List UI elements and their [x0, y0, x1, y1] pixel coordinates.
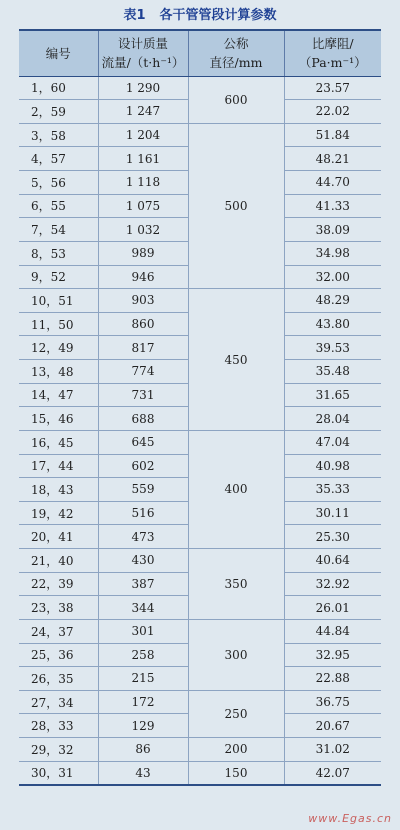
- cell-resistance: 31.02: [284, 738, 381, 762]
- cell-resistance: 32.95: [284, 643, 381, 667]
- cell-id: 8，53: [19, 241, 98, 265]
- cell-resistance: 38.09: [284, 218, 381, 242]
- table-number: 表1: [123, 8, 146, 23]
- cell-resistance: 20.67: [284, 714, 381, 738]
- cell-flow: 430: [98, 549, 188, 573]
- cell-id: 1，60: [19, 76, 98, 100]
- cell-flow: 1 204: [98, 123, 188, 147]
- cell-diameter: 350: [188, 549, 284, 620]
- cell-diameter: 500: [188, 123, 284, 288]
- cell-flow: 172: [98, 690, 188, 714]
- cell-id: 15，46: [19, 407, 98, 431]
- cell-id: 26，35: [19, 667, 98, 691]
- table-row: [19, 76, 381, 100]
- cell-resistance: 40.98: [284, 454, 381, 478]
- cell-flow: 1 075: [98, 194, 188, 218]
- cell-flow: 258: [98, 643, 188, 667]
- cell-flow: 1 247: [98, 100, 188, 124]
- cell-flow: 344: [98, 596, 188, 620]
- pipe-parameters-table: [19, 29, 381, 786]
- cell-id: 30，31: [19, 761, 98, 785]
- cell-flow: 903: [98, 289, 188, 313]
- cell-resistance: 22.02: [284, 100, 381, 124]
- cell-flow: 731: [98, 383, 188, 407]
- cell-flow: 387: [98, 572, 188, 596]
- cell-flow: 860: [98, 312, 188, 336]
- cell-flow: 774: [98, 360, 188, 384]
- cell-resistance: 48.21: [284, 147, 381, 171]
- cell-id: 22，39: [19, 572, 98, 596]
- cell-flow: 989: [98, 241, 188, 265]
- cell-resistance: 32.00: [284, 265, 381, 289]
- header-flow-line1: 设计质量: [117, 36, 168, 52]
- cell-resistance: 32.92: [284, 572, 381, 596]
- header-id-line1: 编号: [45, 45, 71, 61]
- cell-resistance: 22.88: [284, 667, 381, 691]
- cell-id: 4，57: [19, 147, 98, 171]
- table-row: [19, 123, 381, 147]
- cell-id: 20，41: [19, 525, 98, 549]
- cell-id: 28，33: [19, 714, 98, 738]
- cell-flow: 129: [98, 714, 188, 738]
- cell-id: 19，42: [19, 501, 98, 525]
- header-row: [19, 30, 381, 76]
- cell-resistance: 47.04: [284, 430, 381, 454]
- cell-id: 6，55: [19, 194, 98, 218]
- cell-resistance: 35.33: [284, 478, 381, 502]
- cell-diameter: 450: [188, 289, 284, 431]
- cell-id: 9，52: [19, 265, 98, 289]
- cell-id: 12，49: [19, 336, 98, 360]
- watermark: www.Egas.cn: [308, 812, 392, 825]
- cell-diameter: 400: [188, 430, 284, 548]
- cell-id: 5，56: [19, 171, 98, 195]
- cell-resistance: 26.01: [284, 596, 381, 620]
- header-diameter: [188, 30, 284, 76]
- cell-diameter: 250: [188, 690, 284, 737]
- cell-resistance: 40.64: [284, 549, 381, 573]
- cell-flow: 1 161: [98, 147, 188, 171]
- cell-id: 3，58: [19, 123, 98, 147]
- header-resistance-line1: 比摩阻/: [311, 36, 354, 52]
- cell-flow: 1 118: [98, 171, 188, 195]
- cell-id: 13，48: [19, 360, 98, 384]
- cell-resistance: 30.11: [284, 501, 381, 525]
- cell-id: 21，40: [19, 549, 98, 573]
- cell-flow: 1 032: [98, 218, 188, 242]
- cell-id: 11，50: [19, 312, 98, 336]
- table-caption: [0, 4, 400, 26]
- cell-flow: 559: [98, 478, 188, 502]
- table-row: [19, 289, 381, 313]
- cell-diameter: 600: [188, 76, 284, 123]
- cell-diameter: 300: [188, 619, 284, 690]
- cell-resistance: 35.48: [284, 360, 381, 384]
- cell-id: 16，45: [19, 430, 98, 454]
- cell-id: 18，43: [19, 478, 98, 502]
- cell-id: 17，44: [19, 454, 98, 478]
- cell-resistance: 44.70: [284, 171, 381, 195]
- cell-flow: 301: [98, 619, 188, 643]
- cell-id: 27，34: [19, 690, 98, 714]
- table-row: [19, 738, 381, 762]
- table-row: [19, 430, 381, 454]
- header-id: [19, 30, 98, 76]
- cell-id: 23，38: [19, 596, 98, 620]
- cell-resistance: 44.84: [284, 619, 381, 643]
- header-flow: [98, 30, 188, 76]
- cell-flow: 43: [98, 761, 188, 785]
- cell-flow: 215: [98, 667, 188, 691]
- cell-resistance: 51.84: [284, 123, 381, 147]
- cell-id: 24，37: [19, 619, 98, 643]
- table-row: [19, 619, 381, 643]
- cell-resistance: 41.33: [284, 194, 381, 218]
- cell-flow: 473: [98, 525, 188, 549]
- cell-resistance: 39.53: [284, 336, 381, 360]
- cell-flow: 688: [98, 407, 188, 431]
- cell-resistance: 48.29: [284, 289, 381, 313]
- cell-flow: 1 290: [98, 76, 188, 100]
- cell-id: 29，32: [19, 738, 98, 762]
- cell-flow: 602: [98, 454, 188, 478]
- header-flow-line2: 流量/（t·h⁻¹）: [101, 55, 185, 71]
- table-row: [19, 549, 381, 573]
- header-diameter-line2: 直径/mm: [209, 55, 263, 71]
- cell-id: 14，47: [19, 383, 98, 407]
- cell-resistance: 42.07: [284, 761, 381, 785]
- cell-id: 2，59: [19, 100, 98, 124]
- cell-resistance: 28.04: [284, 407, 381, 431]
- cell-flow: 86: [98, 738, 188, 762]
- header-resistance-line2: （Pa·m⁻¹）: [298, 55, 367, 71]
- cell-diameter: 150: [188, 761, 284, 785]
- cell-resistance: 23.57: [284, 76, 381, 100]
- cell-flow: 645: [98, 430, 188, 454]
- cell-resistance: 25.30: [284, 525, 381, 549]
- cell-id: 10，51: [19, 289, 98, 313]
- cell-diameter: 200: [188, 738, 284, 762]
- table-header: [19, 30, 381, 76]
- cell-flow: 817: [98, 336, 188, 360]
- cell-resistance: 31.65: [284, 383, 381, 407]
- table-row: [19, 761, 381, 785]
- cell-resistance: 43.80: [284, 312, 381, 336]
- cell-flow: 946: [98, 265, 188, 289]
- header-resistance: [284, 30, 381, 76]
- cell-resistance: 36.75: [284, 690, 381, 714]
- cell-id: 25，36: [19, 643, 98, 667]
- table-title: 各干管管段计算参数: [159, 8, 277, 23]
- table-row: [19, 690, 381, 714]
- header-diameter-line1: 公称: [223, 36, 249, 52]
- cell-id: 7，54: [19, 218, 98, 242]
- cell-flow: 516: [98, 501, 188, 525]
- cell-resistance: 34.98: [284, 241, 381, 265]
- table-body: [19, 76, 381, 785]
